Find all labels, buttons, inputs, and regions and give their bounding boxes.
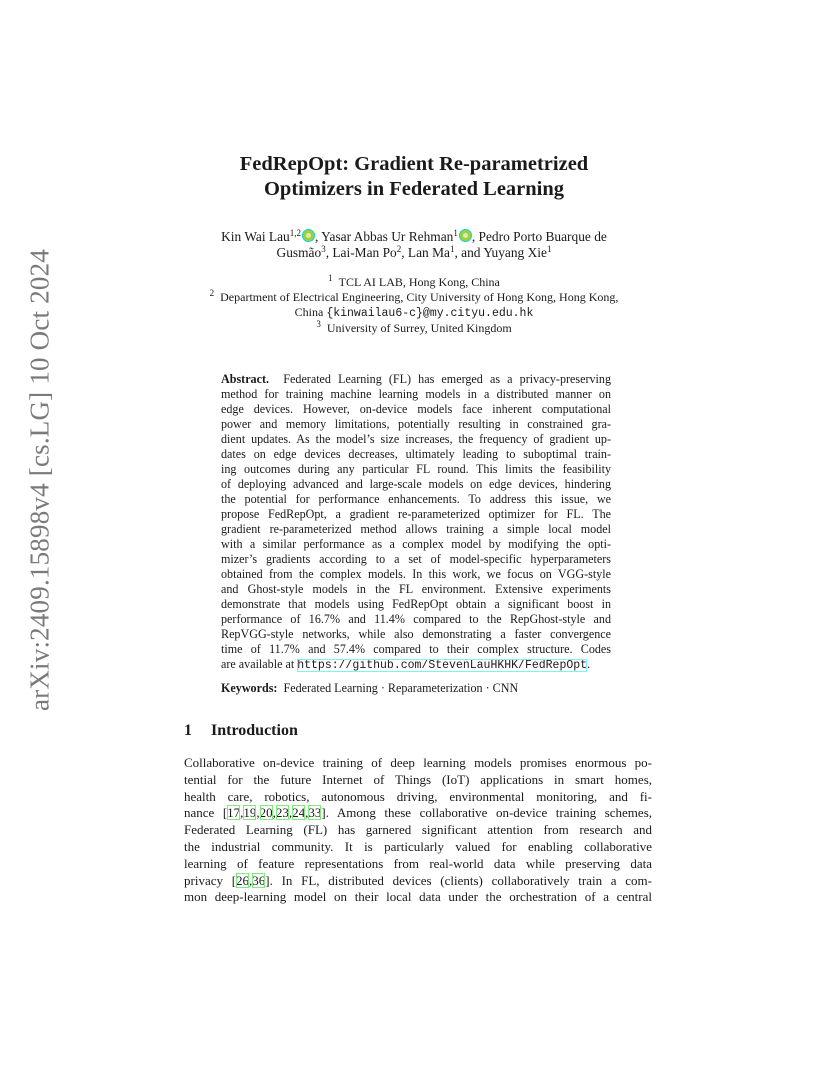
body-line: Collaborative on-device training of deep learning models promises enormous po- [184,755,652,770]
author-name: , and Yuyang Xie [454,245,547,260]
affiliation-2-line-2 [0,305,828,322]
abstract-line [221,657,611,672]
abstract-line: gradient re-parameterized method allows training a simple local model [221,522,611,536]
author-email: {kinwailau6-c}@my.cityu.edu.hk [326,306,534,320]
abstract-line: and Ghost-style models in the FL environment. Extensive experiments [221,582,611,596]
author-name: , Yasar Abbas Ur Rehman [314,229,454,244]
citation-link[interactable]: 36 [252,872,266,888]
author-name: Kin Wai Lau [221,229,290,244]
author-name: , Pedro Porto Buarque de [471,229,607,244]
abstract-text: Federated Learning (FL) has emerged as a privacy-preserving [283,372,611,386]
abstract-line: method for training machine learning models in a distributed manner on [221,387,611,401]
body-line: Federated Learning (FL) has garnered significant attention from research and [184,822,652,838]
author-line-2 [0,245,828,261]
affiliation-2 [0,287,828,305]
abstract-line: mizer’s gradients according to a set of model-specific hyperparameters [221,552,611,566]
section-number: 1 [184,722,192,739]
affiliations [0,275,828,336]
body-line: the industrial community. It is particularly valued for enabling collaborative [184,838,652,854]
author-affiliation-mark: 2 [396,244,402,254]
paper-title [0,152,828,202]
author-affiliation-mark: 1 [546,244,552,254]
github-link[interactable]: https://github.com/StevenLauHKHK/FedRepOpt [297,659,588,672]
body-text: ]. In FL, distributed devices (clients) collaboratively train a com- [265,872,653,888]
affiliation-mark: 1 [328,273,333,283]
introduction-body [184,755,652,906]
body-line: mon deep-learning model on their local data under the orchestration of a central [184,889,652,905]
author-name: , Lan Ma [401,245,450,260]
affiliation-text: Department of Electrical Engineering, City University of Hong Kong, Hong Kong, [220,289,619,304]
author-affiliation-mark: 3 [321,244,326,254]
abstract-line: RepVGG-style networks, while also demonstrating a faster convergence [221,627,611,641]
abstract-line: ing outcomes during any particular FL round. This limits the feasibility [221,462,611,476]
citation-link[interactable]: 19 [243,805,257,821]
abstract-line: of deploying advanced and large-scale models on edge devices, hindering [221,477,611,491]
body-line: privacy [26,36]. In FL, distributed devices (clients) collaboratively train a com- [184,872,653,888]
abstract-line: the potential for performance enhancements. To address this issue, we [221,492,611,506]
title-line-1: FedRepOpt: Gradient Re-parametrized [239,153,589,175]
author-list [0,229,828,261]
affiliation-text: China [294,304,327,319]
author-name: Gusmão [276,245,322,260]
abstract-line: performance of 16.7% and 11.4% compared to the RepGhost-style and [221,612,611,626]
keywords-label: Keywords: [221,681,278,695]
keywords-text: Federated Learning · Reparameterization · CNN [283,681,519,695]
body-line: nance [17,19,20,23,24,33]. Among these collaborative on-device training schemes, [184,805,653,821]
abstract-line: propose FedRepOpt, a gradient re-parameterized optimizer for FL. The [221,507,611,521]
affiliation-text: University of Surrey, United Kingdom [326,321,512,336]
abstract-text: . [587,657,591,671]
author-name: , Lai-Man Po [325,245,397,260]
orcid-icon[interactable] [302,229,315,242]
citation-link[interactable]: 23 [275,805,289,821]
abstract [221,372,611,672]
citation-link[interactable]: 26 [236,872,250,888]
abstract-line: dient updates. As the model’s size increases, the frequency of gradient up- [221,432,611,446]
abstract-line: dates on edge devices decreases, ultimately leading to suboptimal train- [221,447,611,461]
section-title: Introduction [211,722,298,739]
body-line: health care, robotics, autonomous driving, environmental monitoring, and fi- [184,788,652,804]
section-heading [184,721,298,741]
orcid-icon[interactable] [459,229,472,242]
author-affiliation-mark: 1 [453,228,458,238]
title-line-2: Optimizers in Federated Learning [263,178,565,200]
abstract-label: Abstract. [221,372,270,386]
affiliation-text: TCL AI LAB, Hong Kong, China [338,275,500,289]
citation-link[interactable]: 24 [292,805,306,821]
body-text: privacy [ [184,872,237,888]
abstract-line [221,372,611,387]
affiliation-mark: 2 [209,287,215,298]
citation-link[interactable]: 33 [308,805,322,821]
affiliation-1 [0,275,828,290]
keywords [221,681,518,696]
citation-link[interactable]: 17 [227,805,241,821]
abstract-text: are available at [221,657,298,671]
abstract-line: edge devices. However, on-device models face inherent computational [221,402,611,416]
body-text: ]. Among these collaborative on-device training schemes, [321,805,653,821]
abstract-line: demonstrate that models using FedRepOpt obtain a significant boost in [221,597,611,611]
affiliation-mark: 3 [316,319,321,330]
author-affiliation-mark: 1 [449,244,455,254]
arxiv-id: arXiv:2409.15898v4 [cs.LG] 10 Oct 2024 [24,248,55,712]
body-line: learning of feature representations from real-world data while preserving data [184,855,652,871]
abstract-line: power and memory limitations, potentially resulting in constrained gra- [221,417,611,431]
author-line-1 [0,229,828,245]
body-line: tential for the future Internet of Things (IoT) applications in smart homes, [184,771,652,787]
citation-link[interactable]: 20 [259,805,273,821]
affiliation-3 [0,321,828,336]
abstract-line: obtained from the complex models. In this work, we focus on VGG-style [221,567,611,581]
arxiv-sidebar-stamp [22,248,58,712]
body-text: nance [ [184,805,228,821]
author-affiliation-mark: 1,2 [289,228,301,238]
abstract-line: time of 11.7% and 57.4% compared to their complex structure. Codes [221,642,611,656]
abstract-line: with a similar performance as a complex model by modifying the opti- [221,537,611,551]
